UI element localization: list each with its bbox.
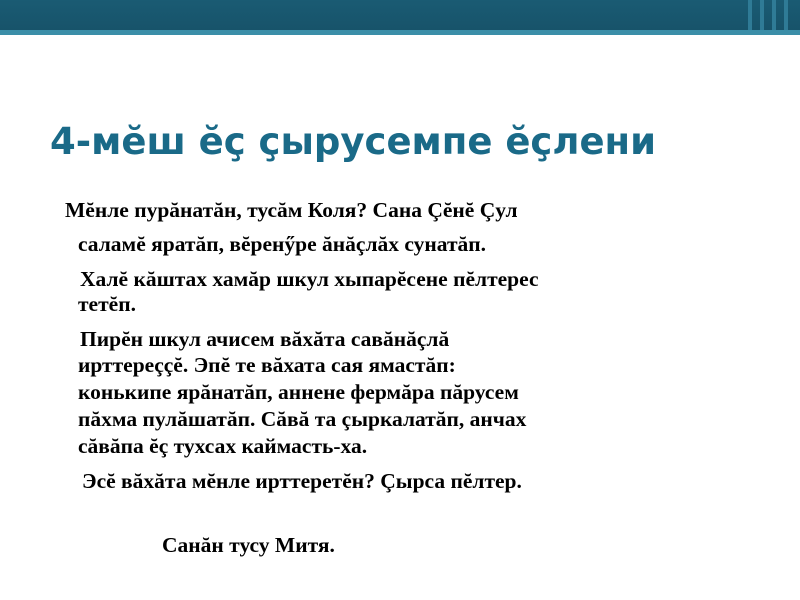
header-band (0, 0, 800, 30)
paragraph-3-line-4: пăхма пулăшатăп. Сăвă та çыркалатăп, анчах (78, 407, 527, 431)
paragraph-3-line-5: сăвăпа ĕç тухсах каймасть-ха. (78, 434, 368, 458)
question-line: Эсĕ вăхăта мĕнле ирттеретĕн? Çырса пĕлтер. (82, 469, 522, 493)
paragraph-3-line-1: Пирĕн шкул ачисем вăхăта савăнăçлă (80, 327, 450, 351)
paragraph-3-line-3: конькипе ярăнатăп, аннене фермăра пăрусем (78, 380, 519, 404)
decorative-lines-icon (740, 0, 800, 30)
paragraph-3-line-2: ирттереççĕ. Эпĕ те вăхата сая ямастăп: (78, 353, 456, 377)
paragraph-1-line-1: Мĕнле пурăнатăн, тусăм Коля? Сана Çĕнĕ Çул (65, 198, 518, 222)
paragraph-2-line-2: тетĕп. (78, 292, 136, 316)
paragraph-1-line-2: саламĕ яратăп, вĕренӳре ăнăçлăх сунатăп. (78, 232, 487, 256)
slide-title: 4-мĕш ĕç çырусемпе ĕçлени (50, 120, 657, 163)
paragraph-2-line-1: Халĕ кăштах хамăр шкул хыпарĕсене пĕлтерес (80, 267, 539, 291)
header-stripe (0, 30, 800, 35)
signature: Санăн тусу Митя. (162, 533, 335, 557)
